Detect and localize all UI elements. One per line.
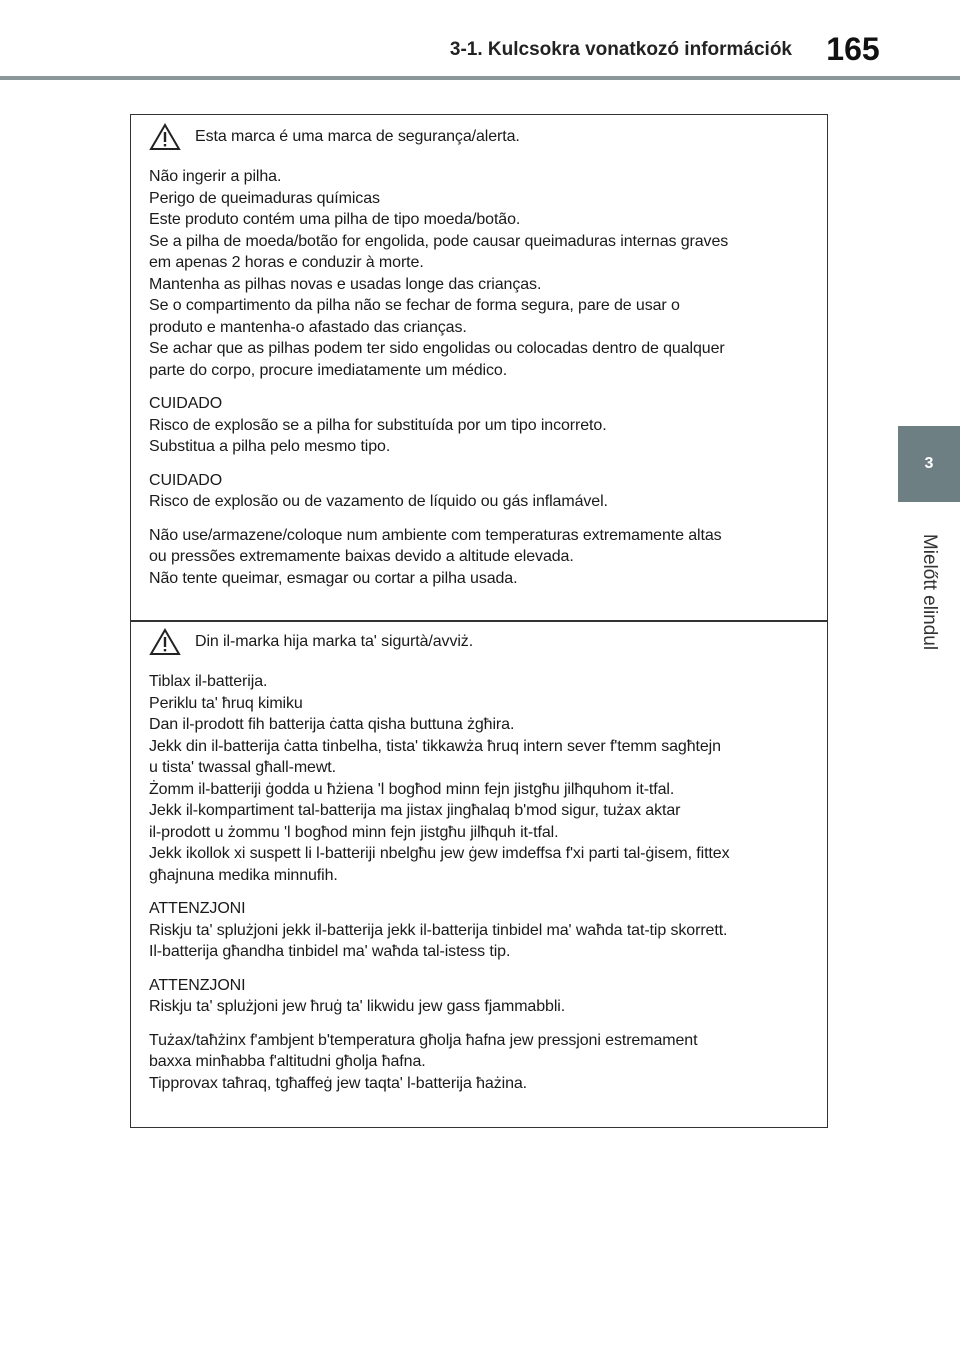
notice-line: Periklu ta' ħruq kimiku — [149, 694, 303, 712]
caution-block — [149, 898, 827, 963]
warning-triangle-icon — [149, 628, 181, 656]
chapter-label — [898, 512, 960, 672]
notice-line: Il-batterija għandha tinbidel ma' waħda tal-istess tip. — [149, 943, 511, 960]
notice-line: għajnuna medika minnufih. — [149, 866, 338, 884]
caution-heading: ATTENZJONI — [149, 900, 246, 917]
notice-line: em apenas 2 horas e conduzir à morte. — [149, 254, 424, 271]
caution-heading: CUIDADO — [149, 395, 223, 412]
notice-line: Substitua a pilha pelo mesmo tipo. — [149, 438, 391, 455]
notice-line: Se o compartimento da pilha não se fechar de forma segura, pare de usar o — [149, 297, 680, 314]
notice-block — [149, 166, 827, 381]
header-divider — [0, 76, 960, 80]
caution-block — [149, 393, 827, 458]
maltese-battery-notice — [130, 620, 828, 1128]
notice-block — [149, 671, 827, 886]
notice-line: Jekk il-kompartiment tal-batterija ma jistax jingħalaq b'mod sigur, tużax aktar — [149, 802, 681, 819]
notice-line: Dan il-prodott fih batterija ċatta qisha buttuna żgħira. — [149, 716, 515, 733]
notice-line: Żomm il-batteriji ġodda u ħżiena 'l bogħod minn fejn jistgħu jilħquhom it-tfal. — [149, 780, 675, 798]
notice-line: Jekk ikollok xi suspett li l-batteriji nbelgħu jew ġew imdeffsa f'xi parti tal-ġisem, fittex — [149, 845, 730, 862]
notice-line: Riskju ta' splużjoni jew ħruġ ta' likwidu jew gass fjammabbli. — [149, 998, 566, 1015]
notice-line: Risco de explosão ou de vazamento de líquido ou gás inflamável. — [149, 493, 608, 510]
portuguese-battery-notice — [130, 114, 828, 622]
caution-block — [149, 975, 827, 1018]
caution-block — [149, 470, 827, 513]
safety-mark-row — [149, 625, 827, 659]
notice-line: Tiblax il-batterija. — [149, 673, 268, 690]
page-number: 165 — [826, 31, 880, 67]
notice-line: ou pressões extremamente baixas devido a altitude elevada. — [149, 548, 574, 565]
notice-line: u tista' twassal għall-mewt. — [149, 759, 336, 776]
chapter-label-text: Mielőtt elindul — [919, 533, 941, 651]
notice-line: Não tente queimar, esmagar ou cortar a pilha usada. — [149, 569, 518, 587]
safety-mark-text: Din il-marka hija marka ta' sigurtà/avviż. — [195, 633, 474, 651]
notice-line: parte do corpo, procure imediatamente um médico. — [149, 361, 508, 379]
notice-line: Mantenha as pilhas novas e usadas longe das crianças. — [149, 275, 542, 293]
safety-mark-text: Esta marca é uma marca de segurança/alerta. — [195, 128, 520, 146]
notice-line: produto e mantenha-o afastado das crianças. — [149, 318, 467, 336]
notice-line: Jekk din il-batterija ċatta tinbelha, tista' tikkawża ħruq intern sever f'temm sagħtejn — [149, 737, 721, 755]
notice-line: Tipprovax taħraq, tgħaffeġ jew taqta' l-batterija ħażina. — [149, 1074, 528, 1092]
notice-line: Perigo de queimaduras químicas — [149, 189, 380, 207]
notice-line: Riskju ta' splużjoni jekk il-batterija jekk il-batterija tinbidel ma' waħda tat-tip skorrett. — [149, 921, 728, 939]
warning-triangle-icon — [149, 123, 181, 151]
chapter-number: 3 — [924, 455, 934, 472]
notice-line: Se a pilha de moeda/botão for engolida, pode causar queimaduras internas graves — [149, 232, 729, 250]
safety-mark-row — [149, 120, 827, 154]
notice-line: Tużax/taħżinx f'ambjent b'temperatura għolja ħafna jew pressjoni estremament — [149, 1031, 698, 1049]
notice-line: il-prodott u żommu 'l bogħod minn fejn jistgħu jilħquh it-tfal. — [149, 823, 559, 841]
notice-block — [149, 525, 827, 590]
notice-line: Não ingerir a pilha. — [149, 168, 282, 185]
notice-line: baxxa minħabba f'altitudni għolja ħafna. — [149, 1053, 426, 1070]
page-header-title: 3-1. Kulcsokra vonatkozó információk — [449, 39, 792, 60]
notice-line: Se achar que as pilhas podem ter sido engolidas ou colocadas dentro de qualquer — [149, 340, 725, 357]
notice-line: Este produto contém uma pilha de tipo moeda/botão. — [149, 211, 521, 228]
chapter-tab — [898, 426, 960, 502]
notice-line: Risco de explosão se a pilha for substituída por um tipo incorreto. — [149, 416, 607, 434]
notice-line: Não use/armazene/coloque num ambiente com temperaturas extremamente altas — [149, 526, 722, 544]
caution-heading: ATTENZJONI — [149, 976, 246, 994]
notice-block — [149, 1030, 827, 1095]
caution-heading: CUIDADO — [149, 471, 223, 489]
